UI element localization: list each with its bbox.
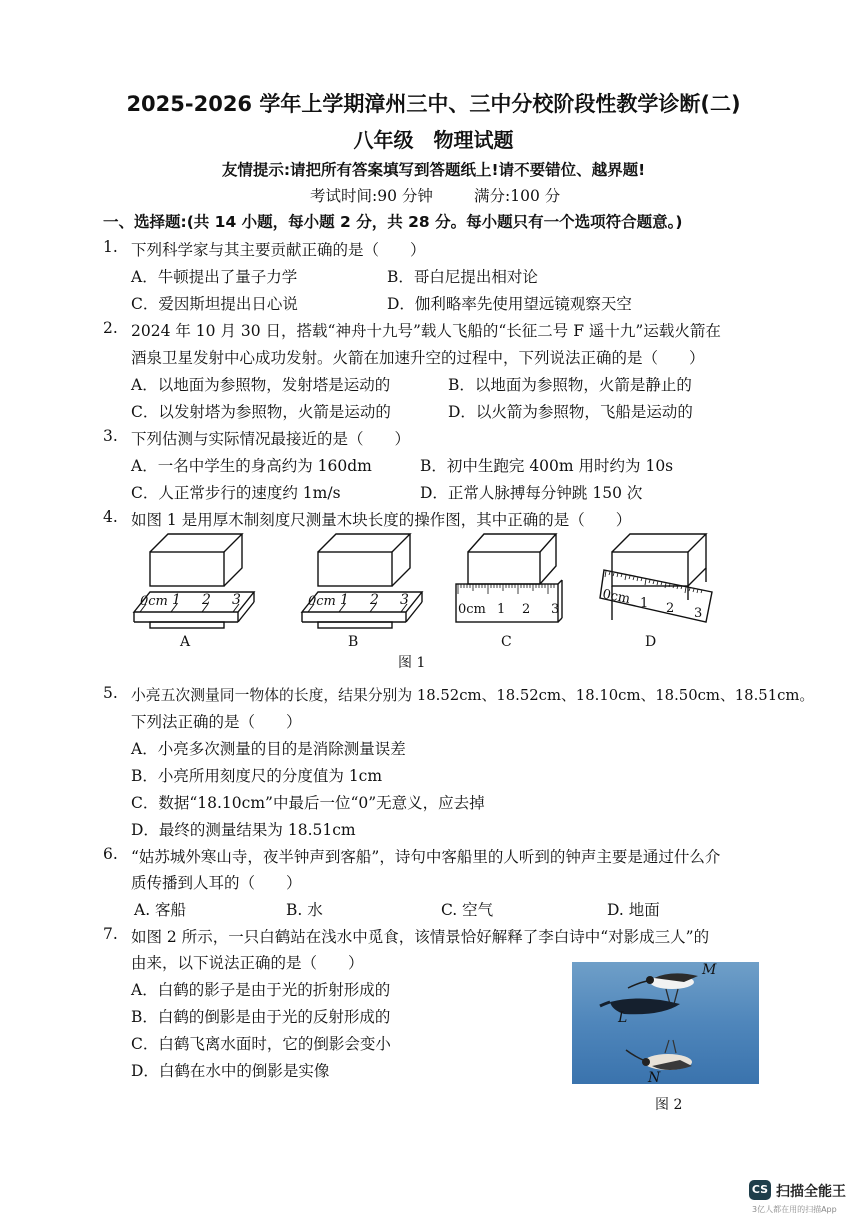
figure1-a-ruler-mark-2: 2 <box>202 592 211 608</box>
q7-number: 7. <box>103 925 118 943</box>
figure1-d-ruler-mark-2: 2 <box>666 601 675 616</box>
q6-option-a: A. 客船 <box>134 901 187 919</box>
q5-option-b: B．小亮所用刻度尺的分度值为 1cm <box>131 767 383 785</box>
q3-number: 3. <box>103 427 118 445</box>
figure1-a-ruler-mark-3: 3 <box>232 592 241 608</box>
figure1-label-c: C <box>501 634 512 650</box>
q5-stem-line2: 下列法正确的是（ ） <box>131 713 302 731</box>
q5-option-c: C．数据“18.10cm”中最后一位“0”无意义，应去掉 <box>131 794 485 812</box>
q3-option-b: B．初中生跑完 400m 用时约为 10s <box>420 457 674 475</box>
q1-stem: 下列科学家与其主要贡献正确的是（ ） <box>131 241 426 259</box>
figure1-c-ruler-mark-1: 1 <box>497 602 506 617</box>
q2-number: 2. <box>103 319 118 337</box>
q2-stem-line2: 酒泉卫星发射中心成功发射。火箭在加速升空的过程中，下列说法正确的是（ ） <box>131 349 705 367</box>
q5-option-a: A．小亮多次测量的目的是消除测量误差 <box>131 740 406 758</box>
q5-number: 5. <box>103 684 118 702</box>
q6-stem-line1: “姑苏城外寒山寺，夜半钟声到客船”，诗句中客船里的人听到的钟声主要是通过什么介 <box>131 848 721 866</box>
q3-option-c: C．人正常步行的速度约 1m/s <box>131 484 341 502</box>
q7-option-d: D．白鹤在水中的倒影是实像 <box>131 1062 330 1080</box>
figure1-d-ruler-zero: 0cm <box>601 587 632 608</box>
figure2-caption: 图 2 <box>655 1097 683 1113</box>
figure1-c-ruler-mark-2: 2 <box>522 602 531 617</box>
full-score: 满分:100 分 <box>474 187 561 205</box>
figure1-b-ruler-mark-3: 3 <box>400 592 409 608</box>
page-title: 2025-2026 学年上学期漳州三中、三中分校阶段性教学诊断(二) <box>126 92 741 116</box>
figure1-label-a: A <box>180 634 191 650</box>
section-heading: 一、选择题:(共 14 小题，每小题 2 分，共 28 分。每小题只有一个选项符合题意。) <box>103 213 683 231</box>
q1-option-a: A．牛顿提出了量子力学 <box>131 268 298 286</box>
q2-option-a: A．以地面为参照物，发射塔是运动的 <box>131 376 391 394</box>
q6-number: 6. <box>103 845 118 863</box>
q1-option-d: D．伽利略率先使用望远镜观察天空 <box>387 295 632 313</box>
figure2-label-m: M <box>702 962 717 978</box>
figure1-b-ruler-zero: 0cm <box>308 594 336 609</box>
q2-option-b: B．以地面为参照物，火箭是静止的 <box>448 376 692 394</box>
q6-stem-line2: 质传播到人耳的（ ） <box>131 874 302 892</box>
figure1-caption: 图 1 <box>398 655 426 671</box>
scanner-app-name: 扫描全能王 <box>776 1184 846 1200</box>
q7-stem-line2: 由来，以下说法正确的是（ ） <box>131 954 364 972</box>
q2-option-d: D．以火箭为参照物，飞船是运动的 <box>448 403 693 421</box>
figure1-a-ruler-zero: 0cm <box>140 594 168 609</box>
q3-option-d: D．正常人脉搏每分钟跳 150 次 <box>420 484 643 502</box>
figure1-d-ruler-mark-3: 3 <box>694 606 703 621</box>
q3-option-a: A．一名中学生的身高约为 160dm <box>131 457 372 475</box>
figure1-a-ruler-mark-1: 1 <box>172 592 181 608</box>
figure2-label-l: L <box>618 1010 628 1026</box>
q6-option-b: B. 水 <box>286 901 323 919</box>
q5-stem-line1: 小亮五次测量同一物体的长度，结果分别为 18.52cm、18.52cm、18.10cm、18.50cm、18.51cm。 <box>131 687 815 704</box>
q7-option-a: A．白鹤的影子是由于光的折射形成的 <box>131 981 391 999</box>
figure1-b-ruler-mark-2: 2 <box>370 592 379 608</box>
q5-option-d: D．最终的测量结果为 18.51cm <box>131 821 356 839</box>
q1-number: 1. <box>103 238 118 256</box>
figure1-label-d: D <box>645 634 657 650</box>
figure2-label-n: N <box>648 1070 661 1086</box>
page-subtitle: 八年级 物理试题 <box>353 128 514 152</box>
q6-option-d: D. 地面 <box>607 901 660 919</box>
exam-time: 考试时间:90 分钟 <box>310 187 433 205</box>
q1-option-b: B．哥白尼提出相对论 <box>387 268 538 286</box>
q7-option-c: C．白鹤飞离水面时，它的倒影会变小 <box>131 1035 391 1053</box>
q7-option-b: B．白鹤的倒影是由于光的反射形成的 <box>131 1008 391 1026</box>
figure1-c-ruler-mark-3: 3 <box>551 602 560 617</box>
q6-option-c: C. 空气 <box>441 901 494 919</box>
figure1-label-b: B <box>348 634 359 650</box>
scanner-tagline: 3亿人都在用的扫描App <box>752 1205 837 1214</box>
q3-stem: 下列估测与实际情况最接近的是（ ） <box>131 430 411 448</box>
q4-number: 4. <box>103 508 118 526</box>
q1-option-c: C．爱因斯坦提出日心说 <box>131 295 298 313</box>
figure1-b-ruler-mark-1: 1 <box>340 592 349 608</box>
figure1-diagram-a <box>128 530 256 630</box>
notice: 友情提示:请把所有答案填写到答题纸上!请不要错位、越界题! <box>221 161 646 179</box>
figure1-diagram-b <box>296 530 424 630</box>
figure1-c-ruler-zero: 0cm <box>458 602 486 617</box>
q7-stem-line1: 如图 2 所示，一只白鹤站在浅水中觅食，该情景恰好解释了李白诗中“对影成三人”的 <box>131 928 710 946</box>
q2-stem-line1: 2024 年 10 月 30 日，搭载“神舟十九号”载人飞船的“长征二号 F 遥十九”运载火箭在 <box>131 322 721 340</box>
q4-stem: 如图 1 是用厚木制刻度尺测量木块长度的操作图，其中正确的是（ ） <box>131 511 632 529</box>
q2-option-c: C．以发射塔为参照物，火箭是运动的 <box>131 403 391 421</box>
figure2-crane-photo <box>572 962 759 1084</box>
scanner-logo-badge: CS <box>749 1180 771 1200</box>
figure1-d-ruler-mark-1: 1 <box>640 596 649 611</box>
